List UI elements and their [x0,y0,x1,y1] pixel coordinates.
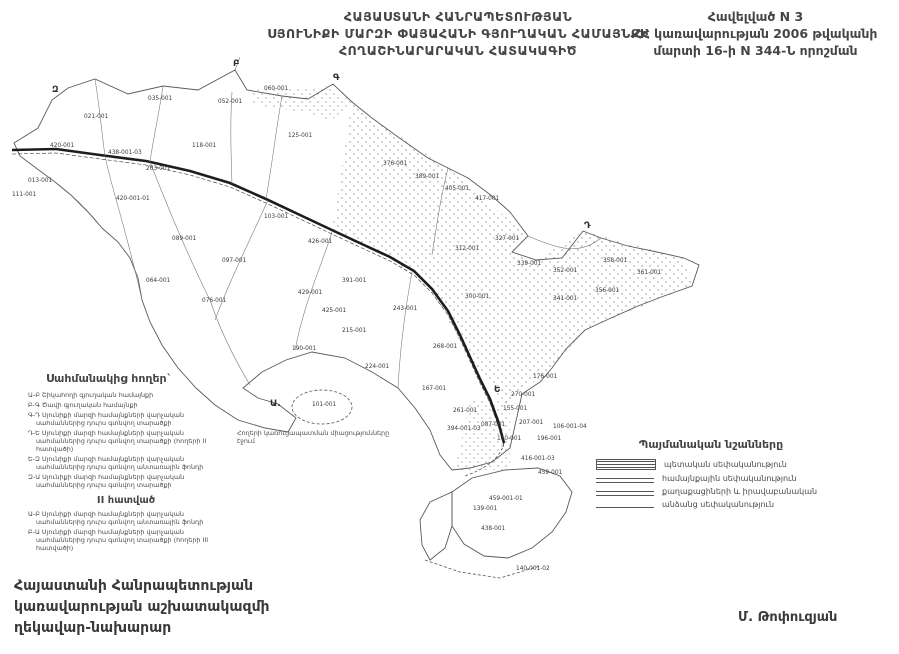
parcel-label: 270-001 [511,392,536,398]
parcel-label: 087-001 [481,422,506,428]
legend-item: Զ-Ա Սյունիքի մարզի համայնքների վարչական սահմաններից դուրս գտնվող տարածքի [28,473,185,489]
legend-row [596,487,826,496]
parcel-label: 394-001-03 [447,426,481,432]
parcel-label: 389-001 [415,174,440,180]
legend-row-label: պետական սեփականություն [664,460,787,469]
boundary-point-label: Բ [233,59,240,69]
legend-row-label: անձանց սեփականություն [662,500,775,509]
parcel-label: 101-001 [312,402,337,408]
double-line-icon [596,478,654,483]
parcel-label: 196-001 [537,436,562,442]
parcel-label: 013-001 [28,178,53,184]
stream [398,272,412,388]
legend-item: Դ-Ե Սյունիքի մարզի համայնքների վարչական սահմաններից դուրս գտնվող տարածքի (հողերի II հատվածի) [28,429,207,453]
adjacent-lands-items-section-two [28,510,224,552]
parcel-label: 426-001 [308,239,333,245]
legend-item: Ե-Զ Սյունիքի մարզի համայնքների վարչական սահմաններից դուրս գտնվող անտառային ֆոնդի [28,455,204,471]
parcel-label: 405-001 [445,186,470,192]
parcel-label: 207-001 [519,420,544,426]
parcel-label: 300-001 [465,294,490,300]
parcel-label: 035-001 [148,96,173,102]
boundary-point-label: Դ [584,221,591,231]
title-line-1: ՀԱՅԱՍՏԱՆԻ ՀԱՆՐԱՊԵՏՈՒԹՅԱՆ [343,9,573,24]
parcel-label: 176-001 [533,374,558,380]
parcel-label: 429-001 [298,290,323,296]
parcel-label: 312-001 [455,246,480,252]
parcel-label: 417-001 [475,196,500,202]
parcel-label: 089-001 [172,236,197,242]
signature-name: Մ. Թոփուզյան [738,610,838,625]
parcel-label: 268-001 [433,344,458,350]
parcel-label: 438-001 [481,526,506,532]
title-line-3: ՀՈՂԱՇԻՆԱՐԱՐԱԿԱՆ ՀԱՏԱԿԱԳԻԾ [339,43,577,58]
legend-item: Ա-Բ Շիկահողի գյուղական համայնքի [28,391,154,399]
parcel-label: 420-001 [50,143,75,149]
parcel-label: 140-001 [497,436,522,442]
title-line-2: ՍՅՈՒՆԻՔԻ ՄԱՐԶԻ ՓԱՅԱՀԱՆԻ ԳՅՈՒՂԱԿԱՆ ՀԱՄԱՅՆՔԻ [267,26,649,41]
parcel-label: 361-001 [637,270,662,276]
legend-item: Գ-Դ Սյունիքի մարզի համայնքների վարչական սահմաններից դուրս գտնվող տարածքի [28,411,185,427]
parcel-label: 140-001-02 [516,566,550,572]
parcel-label: 352-001 [553,268,578,274]
parcel-label: 111-001 [12,192,37,198]
section-two-boundary [452,468,572,558]
legend-row [596,500,826,509]
parcel-label: 021-001 [84,114,109,120]
parcel-label: 420-001-01 [116,196,150,202]
parcel-label: 416-001-03 [521,456,555,462]
parcel-label: 167-001 [422,386,447,392]
legend-row-label: քաղաքացիների և իրավաբանական [662,487,818,496]
parcel-label: 190-001 [292,346,317,352]
official-line-2: կառավարության աշխատակազմի [14,599,270,615]
parcel-label: 327-001 [495,236,520,242]
legend-item: Բ-Ա Սյունիքի մարզի համայնքների վարչական սահմաններից դուրս գտնվող տարածքի (հողերի III հատվածի) [28,528,209,552]
parcel-label: 376-001 [383,161,408,167]
parcel-label: 064-001 [146,278,171,284]
parcel-label: 106-001-04 [553,424,587,430]
boundary-point-label: Ա. [270,399,281,409]
parcel-label: 341-001 [553,296,578,302]
section-two-heading: II հատված [96,495,156,506]
parcel-label: 261-001 [453,408,478,414]
parcel-label: 097-001 [222,258,247,264]
adjacent-lands-items [28,391,224,489]
stream [36,168,102,228]
adjacent-lands-title: Սահմանակից հողեր` [46,372,173,385]
boundary-point-label: Ե [494,385,501,395]
parcel-label: 060-001 [264,86,289,92]
stream [231,92,232,184]
official-line-1: Հայաստանի Հանրապետության [14,578,254,594]
parcel-label: 425-001 [322,308,347,314]
map-annotation-note: Հողերի կառուցապատման միացությունները էջում [237,429,390,445]
annex-line-1: Հավելված N 3 [707,9,804,24]
conventional-signs-items [596,459,826,509]
parcel-label: 224-001 [365,364,390,370]
parcel-label: 438-001-03 [108,150,142,156]
stream [266,96,282,199]
parcel-label: 243-001 [393,306,418,312]
parcel-label: 459-001-01 [489,496,523,502]
parcel-label: 103-001 [264,214,289,220]
stream [105,156,142,300]
boundary-point-label: Գ [333,73,340,83]
approving-official-block [14,576,270,639]
parcel-label: 076-001 [202,298,227,304]
double-line-icon [596,491,654,496]
annex-line-2: ՀՀ կառավարության 2006 թվականի [633,26,878,41]
page-title [238,8,678,59]
legend-item: Բ-Գ Ծավի գյուղական համայնքի [28,401,138,409]
parcel-label: 459-001 [538,470,563,476]
legend-row-label: համայնքային սեփականություն [662,474,797,483]
single-line-icon [596,507,654,508]
boundary-point-label: Զ [52,85,59,95]
legend-item: Ա-Բ Սյունիքի մարզի համայնքների վարչական սահմաններից դուրս գտնվող անտառային ֆոնդի [28,510,204,526]
parcel-label: 263-001 [146,166,171,172]
parcel-label: 052-001 [218,99,243,105]
parcel-label: 155-001 [503,406,528,412]
parcel-label: 339-001 [517,261,542,267]
parcel-label: 358-001 [603,258,628,264]
parcel-label: 215-001 [342,328,367,334]
annex-line-3: մարտի 16-ի N 344-Ն որոշման [653,43,858,58]
annex-reference [618,8,893,59]
parcel-label: 118-001 [192,143,217,149]
conventional-signs-legend [596,438,826,513]
parcel-label: 125-001 [288,133,313,139]
stipple-region-east [332,102,692,404]
official-line-3: ղեկավար-նախարար [14,620,172,636]
legend-row [596,474,826,483]
section-two-west-lobe [420,492,452,560]
adjacent-lands-legend [28,372,224,554]
hatched-box-icon [596,459,656,470]
stream [150,162,250,385]
legend-row [596,459,826,470]
parcel-label: 391-001 [342,278,367,284]
parcel-label: 356-001 [595,288,620,294]
parcel-label: 139-001 [473,506,498,512]
conventional-signs-title: Պայմանական նշանները [638,438,784,451]
